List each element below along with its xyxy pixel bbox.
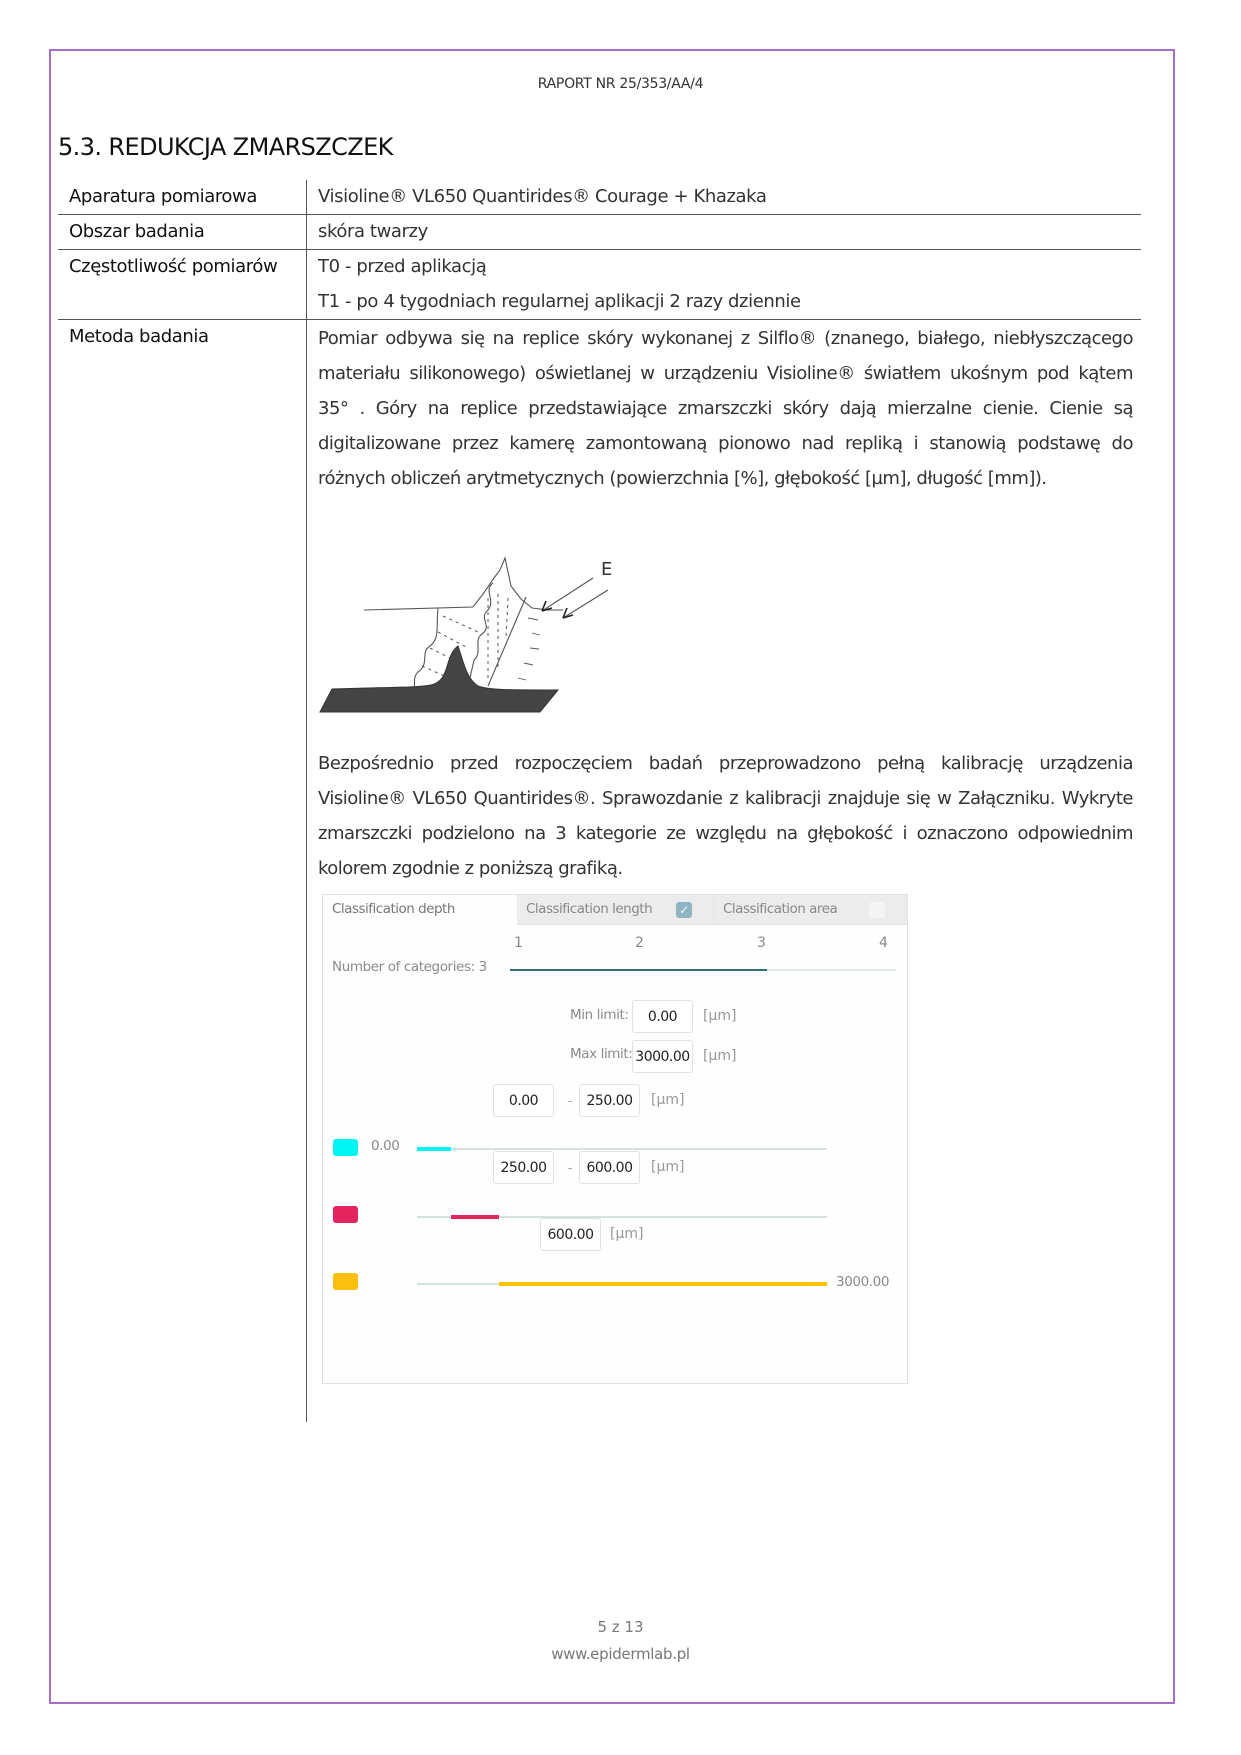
row-value-t0: T0 - przed aplikacją <box>318 256 487 277</box>
row-value-t1: T1 - po 4 tygodniach regularnej aplikacji 2 razy dziennie <box>318 291 801 312</box>
category-2-color-swatch[interactable] <box>333 1206 358 1223</box>
range-separator: - <box>568 1161 573 1175</box>
replica-lighting-diagram <box>318 528 613 718</box>
footer-url[interactable]: www.epidermlab.pl <box>551 1645 690 1663</box>
section-title: 5.3. REDUKCJA ZMARSZCZEK <box>58 133 393 161</box>
category-1-color-swatch[interactable] <box>333 1139 358 1156</box>
tab-classification-area[interactable] <box>713 895 907 924</box>
light-direction-label: E <box>601 559 613 580</box>
category-1-to-input[interactable]: 250.00 <box>579 1084 640 1117</box>
report-number: RAPORT NR 25/353/AA/4 <box>537 76 704 92</box>
range-separator: - <box>568 1094 573 1108</box>
unit-label: [µm] <box>651 1092 685 1108</box>
table-row-divider <box>58 249 1141 250</box>
max-limit-label: Max limit: <box>570 1046 633 1062</box>
category-tick: 1 <box>514 935 523 951</box>
tab-bar <box>323 895 907 925</box>
category-3-color-swatch[interactable] <box>333 1273 358 1290</box>
categories-slider[interactable] <box>510 969 896 971</box>
table-row-divider <box>58 319 1141 320</box>
checkbox-unchecked-icon[interactable] <box>869 902 885 918</box>
category-tick: 3 <box>757 935 766 951</box>
category-2-range-fill <box>451 1215 499 1219</box>
category-2-to-input[interactable]: 600.00 <box>579 1151 640 1184</box>
row-label-apparatus: Aparatura pomiarowa <box>69 186 257 207</box>
categories-slider-fill <box>510 969 767 971</box>
max-limit-input[interactable]: 3000.00 <box>632 1040 693 1073</box>
page-number: 5 z 13 <box>597 1618 644 1636</box>
categories-label-text: Number of categories: <box>332 959 475 975</box>
number-of-categories-label <box>332 959 487 975</box>
method-paragraph-1: Pomiar odbywa się na replice skóry wykonanej z Silflo® (znanego, białego, niebłyszczącego materiału silikonowego) oświetlanej w urządzeniu Visioline® światłem ukośnym pod kątem 35° . Góry na replice przedstawiające zmarszczki skóry dają mierzalne cienie. Cienie są digitalizowane przez kamerę zamontowaną pionowo nad repliką i stanowią podstawę do różnych obliczeń arytmetycznych (powierzchnia [%], głębokość [µm], długość [mm]). <box>318 328 1133 489</box>
min-limit-label: Min limit: <box>570 1007 629 1023</box>
min-limit-input[interactable]: 0.00 <box>632 1000 693 1033</box>
table-row-divider <box>58 214 1141 215</box>
unit-label: [µm] <box>651 1159 685 1175</box>
checkbox-checked-icon[interactable]: ✓ <box>676 902 692 918</box>
unit-label: [µm] <box>703 1048 737 1064</box>
scale-max-label: 3000.00 <box>836 1274 890 1290</box>
category-3-range-slider[interactable] <box>417 1283 827 1285</box>
row-label-area: Obszar badania <box>69 221 205 242</box>
unit-label: [µm] <box>610 1226 644 1242</box>
category-2-range-slider[interactable] <box>417 1216 827 1218</box>
category-3-range-fill <box>499 1282 827 1286</box>
category-1-range-fill <box>417 1147 451 1151</box>
category-1-from-input[interactable]: 0.00 <box>493 1084 554 1117</box>
category-3-from-input[interactable]: 600.00 <box>540 1218 601 1251</box>
row-label-frequency: Częstotliwość pomiarów <box>69 256 278 277</box>
categories-count: 3 <box>478 959 487 975</box>
row-value-area: skóra twarzy <box>318 221 428 242</box>
row-label-method: Metoda badania <box>69 326 209 347</box>
category-2-from-input[interactable]: 250.00 <box>493 1151 554 1184</box>
category-tick: 4 <box>879 935 888 951</box>
unit-label: [µm] <box>703 1008 737 1024</box>
category-1-range-slider[interactable] <box>417 1148 827 1150</box>
row-value-apparatus: Visioline® VL650 Quantirides® Courage + Khazaka <box>318 186 767 207</box>
tab-classification-length[interactable] <box>517 895 713 924</box>
tab-label: Classification length <box>526 901 653 917</box>
method-paragraph-2: Bezpośrednio przed rozpoczęciem badań przeprowadzono pełną kalibrację urządzenia Visioline® VL650 Quantirides®. Sprawozdanie z kalibracji znajduje się w Załączniku. Wykryte zmarszczki podzielono na 3 kategorie ze względu na głębokość i oznaczono odpowiednim kolorem zgodnie z poniższą grafiką. <box>318 753 1133 879</box>
classification-panel <box>322 894 908 1384</box>
table-column-divider <box>306 180 307 1422</box>
tab-classification-depth[interactable]: Classification depth <box>323 895 517 925</box>
tab-label: Classification area <box>723 901 838 917</box>
category-tick: 2 <box>635 935 644 951</box>
scale-min-label: 0.00 <box>371 1138 400 1154</box>
